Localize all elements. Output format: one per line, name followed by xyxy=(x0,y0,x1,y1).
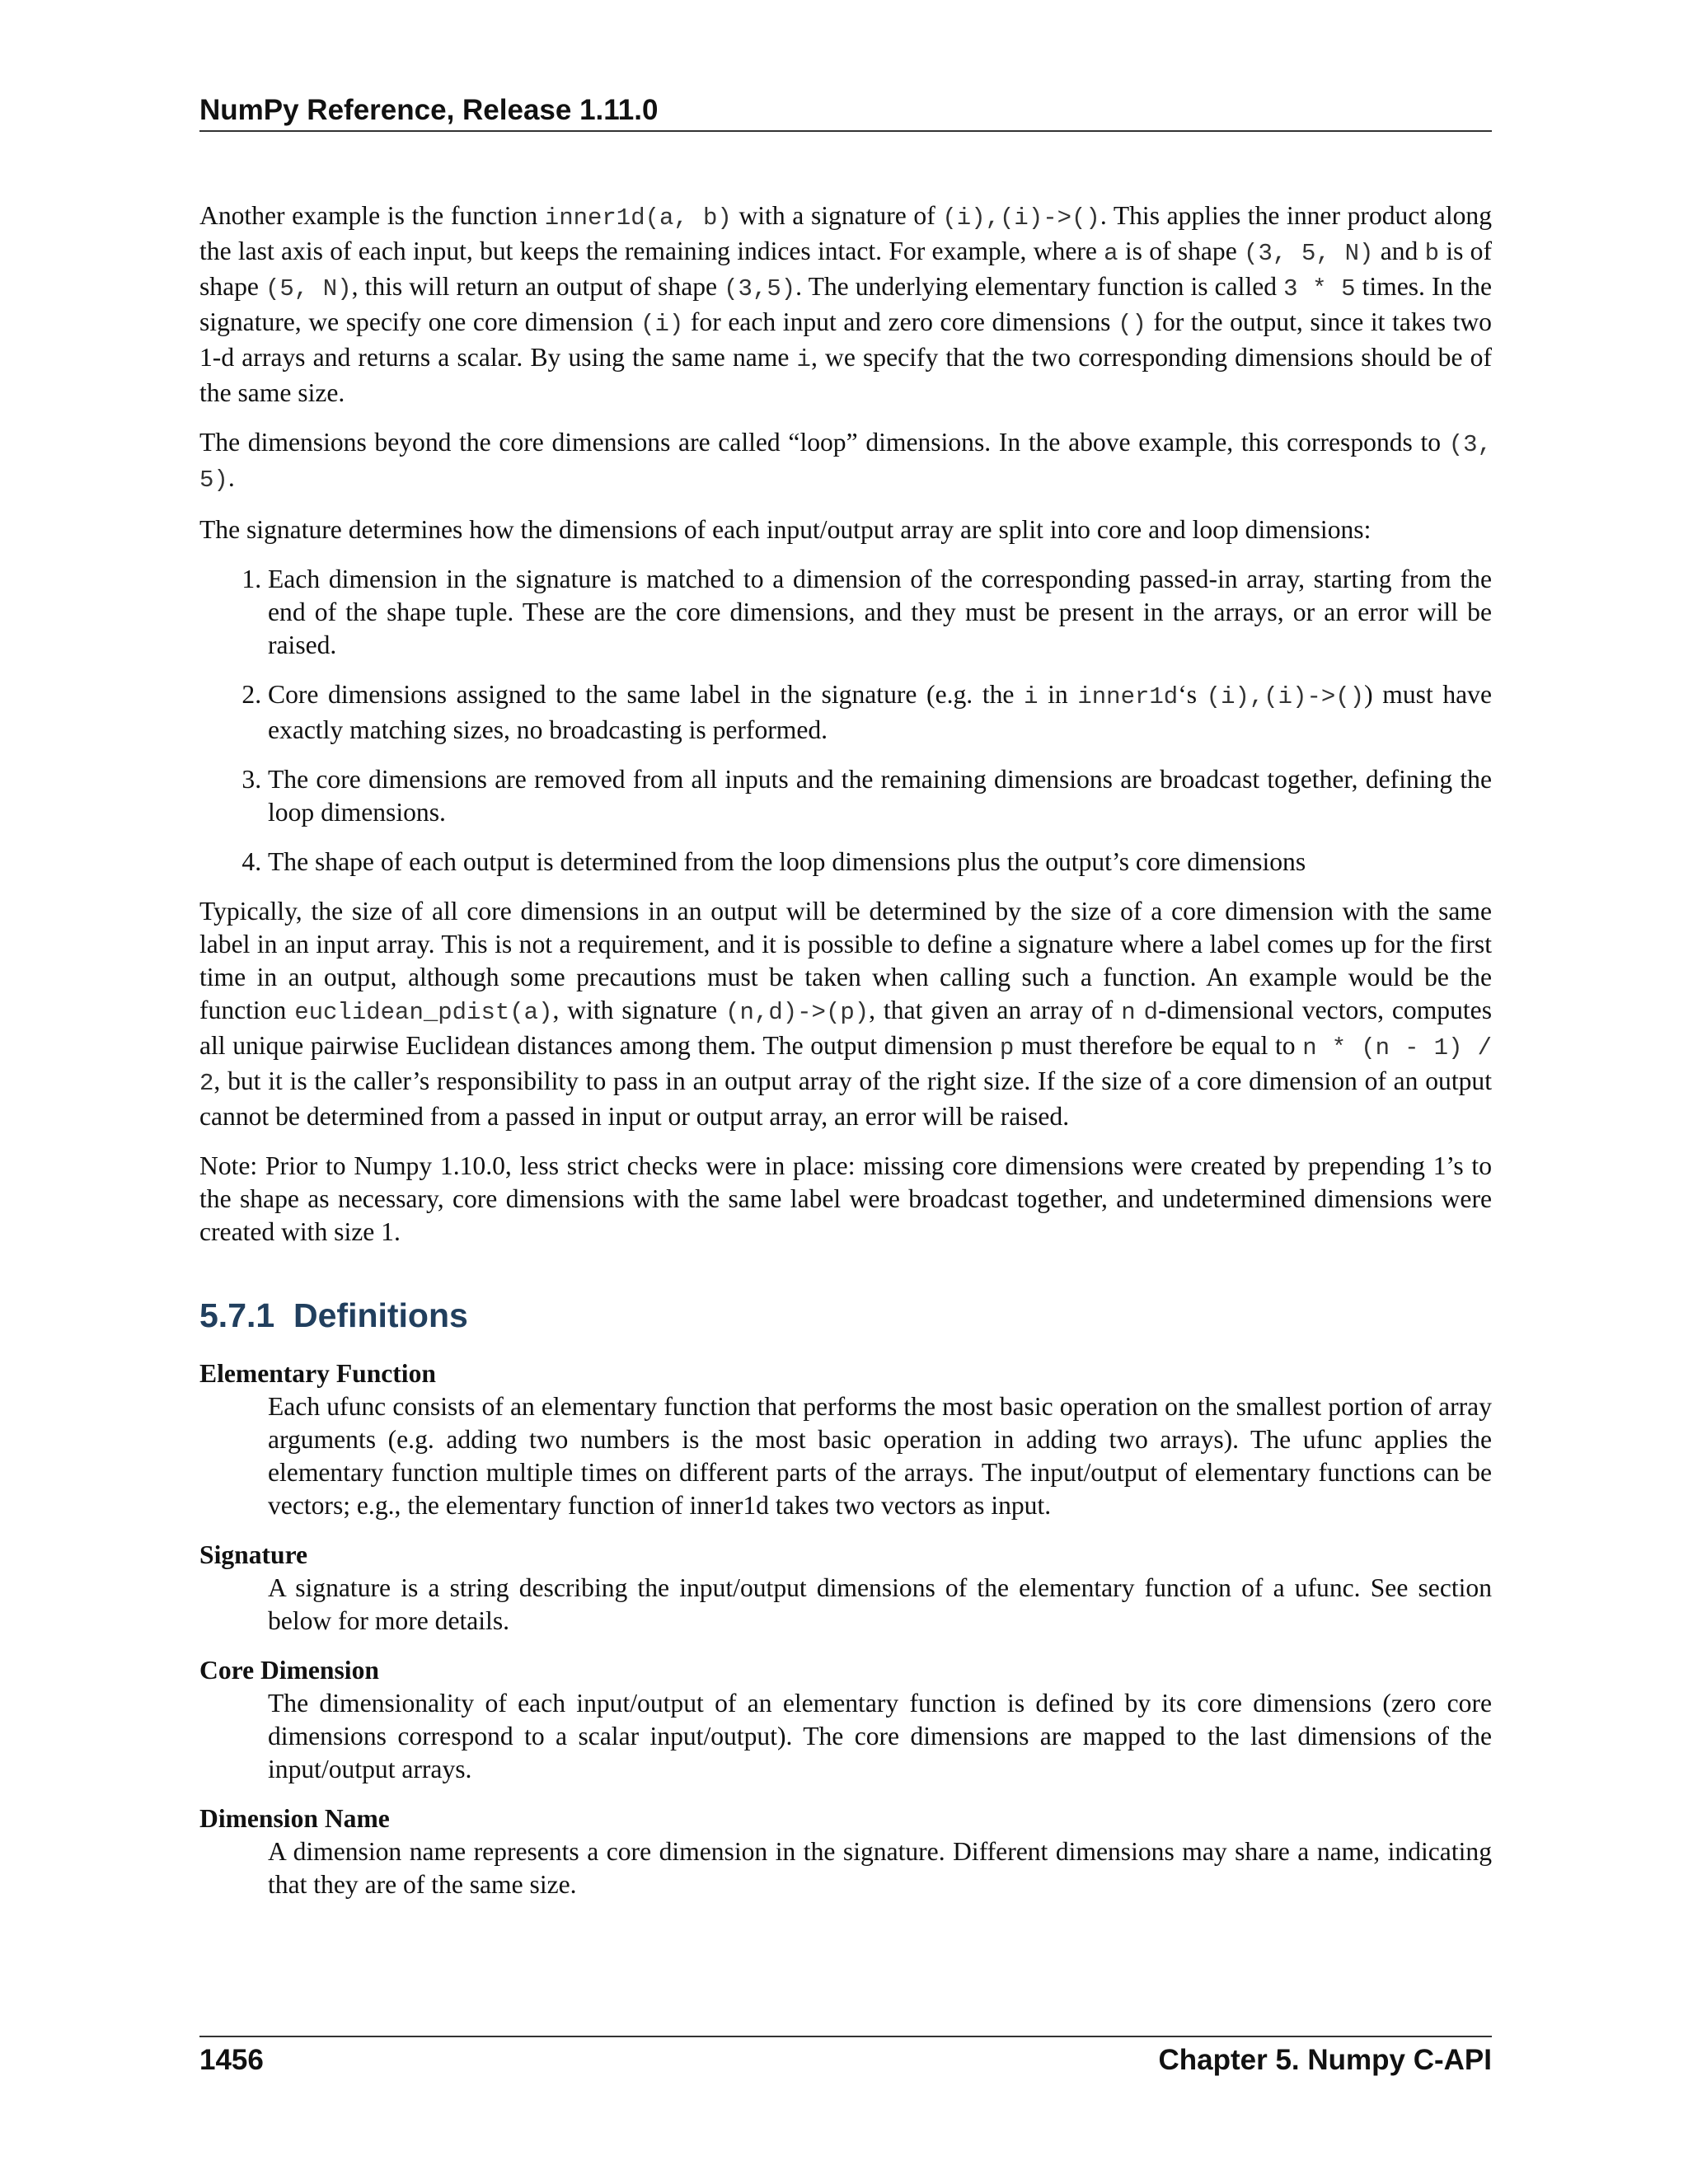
text-span: for each input and zero core dimensions xyxy=(683,307,1118,336)
paragraph-output-core-size xyxy=(199,895,1492,1133)
code-span: i xyxy=(796,346,811,373)
definition-description: Each ufunc consists of an elementary function that performs the most basic operation on the smallest portion of array arguments (e.g. adding two numbers is the most basic operation in adding two arrays). The ufunc applies the elementary function multiple times on different parts of the arrays. The input/output of elementary functions can be vectors; e.g., the elementary function of inner1d takes two vectors as input. xyxy=(268,1392,1492,1520)
code-span: n xyxy=(1121,999,1136,1026)
code-span: n * (n - 1) / 2 xyxy=(199,1034,1492,1097)
code-span: (5, N) xyxy=(265,275,352,302)
text-span: The core dimensions are removed from all inputs and the remaining dimensions are broadcast together, defining the loop dimensions. xyxy=(268,765,1492,827)
code-span: d xyxy=(1143,999,1158,1026)
code-span: (3, 5, N) xyxy=(1244,240,1374,267)
text-span: Each dimension in the signature is matched to a dimension of the corresponding passed-in array, starting from the end of the shape tuple. These are the core dimensions, and they must be present in the arrays, or an error will be raised. xyxy=(268,565,1492,659)
text-span: The dimensions beyond the core dimensions are called “loop” dimensions. In the above example, this corresponds to xyxy=(199,428,1449,457)
text-span: , we specify that the two corresponding dimensions should be of the same size. xyxy=(199,343,1492,407)
text-span: times. In the signature, we specify one core dimension xyxy=(199,272,1492,336)
text-span: , but it is the caller’s responsibility to pass in an output array of the right size. If the size of a core dimension of an output cannot be determined from a passed in input or output array, an error will be raised. xyxy=(199,1066,1492,1131)
footer-rule xyxy=(199,2036,1492,2037)
definition-term: Signature xyxy=(199,1540,308,1569)
code-span: a xyxy=(1104,240,1118,267)
text-span: Note: Prior to Numpy 1.10.0, less strict checks were in place: missing core dimensions were created by prepending 1’s to the shape as necessary, core dimensions with the same label were broadcast together, and undetermined dimensions were created with size 1. xyxy=(199,1151,1492,1246)
text-span: ‘s xyxy=(1178,680,1207,709)
definition-description: A dimension name represents a core dimension in the signature. Different dimensions may share a name, indicating that they are of the same size. xyxy=(268,1837,1492,1899)
code-span: inner1d xyxy=(1077,683,1179,710)
body-text xyxy=(199,199,1492,1918)
text-span: , with signature xyxy=(552,996,726,1024)
code-span: p xyxy=(999,1034,1015,1062)
definition-description: The dimensionality of each input/output of an elementary function is defined by its core dimensions (zero core dimensions correspond to a scalar input/output). The core dimensions are mapped to the last dimensions of the input/output arrays. xyxy=(268,1689,1492,1783)
text-span: with a signature of xyxy=(731,201,943,230)
definition-term: Dimension Name xyxy=(199,1804,390,1833)
rules-list xyxy=(199,563,1492,879)
code-span: (3,5) xyxy=(724,275,796,302)
list-item xyxy=(268,763,1492,829)
code-span: inner1d(a, b) xyxy=(544,204,732,232)
text-span: , that given an array of xyxy=(869,996,1122,1024)
definition-description: A signature is a string describing the input/output dimensions of the elementary function of a ufunc. See section below for more details. xyxy=(268,1573,1492,1635)
text-span: Core dimensions assigned to the same label in the signature (e.g. the xyxy=(268,680,1025,709)
code-span: 3 * 5 xyxy=(1283,275,1356,302)
paragraph-signature-determines xyxy=(199,513,1492,546)
code-span: (i),(i)->() xyxy=(1206,683,1365,710)
document-page xyxy=(199,0,1492,2184)
text-span: ) must have exactly matching sizes, no broadcasting is performed. xyxy=(268,680,1493,744)
text-span: Another example is the function xyxy=(199,201,545,230)
list-item xyxy=(268,563,1492,662)
definition-term: Elementary Function xyxy=(199,1359,436,1388)
text-span: The signature determines how the dimensions of each input/output array are split into core and loop dimensions: xyxy=(199,515,1372,544)
list-item xyxy=(268,846,1492,879)
text-span: is of shape xyxy=(1118,237,1245,265)
section-number: 5.7.1 xyxy=(199,1296,275,1334)
section-title: Definitions xyxy=(293,1296,468,1334)
page-footer xyxy=(199,2042,1492,2079)
text-span: . The underlying elementary function is called xyxy=(795,272,1284,301)
code-span: (3, 5) xyxy=(199,431,1492,494)
code-span: euclidean_pdist(a) xyxy=(294,999,553,1026)
header-rule xyxy=(199,130,1492,132)
code-span: (i) xyxy=(640,311,684,338)
paragraph-loop-dimensions xyxy=(199,426,1492,497)
text-span: . xyxy=(227,463,235,492)
chapter-title: Chapter 5. Numpy C-API xyxy=(1158,2044,1492,2076)
code-span: (n,d)->(p) xyxy=(725,999,870,1026)
code-span: i xyxy=(1024,683,1039,710)
text-span: must therefore be equal to xyxy=(1014,1031,1303,1060)
list-item xyxy=(268,678,1492,747)
text-span: and xyxy=(1373,237,1425,265)
text-span: -dimensional vectors, computes all unique pairwise Euclidean distances among them. The output dimension xyxy=(199,996,1492,1060)
text-span: is of shape xyxy=(199,237,1493,301)
running-header: NumPy Reference, Release 1.11.0 xyxy=(199,94,659,126)
paragraph-inner1d-example xyxy=(199,199,1492,410)
code-span: b xyxy=(1424,240,1440,267)
code-span: () xyxy=(1118,311,1146,338)
text-span: . This applies the inner product along the last axis of each input, but keeps the remaining indices intact. For example, where xyxy=(199,201,1492,265)
code-span: (i),(i)->() xyxy=(942,204,1100,232)
text-span: , this will return an output of shape xyxy=(351,272,724,301)
definition-term: Core Dimension xyxy=(199,1656,379,1685)
text-span: Typically, the size of all core dimensions in an output will be determined by the size of a core dimension with the same label in an input array. This is not a requirement, and it is possible to define a signature where a label comes up for the first time in an output, although some precautions must be taken when calling such a function. An example would be the function xyxy=(199,897,1492,1024)
definitions-list xyxy=(199,1357,1492,1901)
text-span: in xyxy=(1038,680,1078,709)
text-span xyxy=(1136,996,1144,1024)
text-span: The shape of each output is determined from the loop dimensions plus the output’s core dimensions xyxy=(268,847,1306,876)
page-number: 1456 xyxy=(199,2044,264,2076)
section-heading xyxy=(199,1295,1492,1336)
paragraph-note xyxy=(199,1150,1492,1249)
text-span: for the output, since it takes two 1-d arrays and returns a scalar. By using the same name xyxy=(199,307,1492,372)
